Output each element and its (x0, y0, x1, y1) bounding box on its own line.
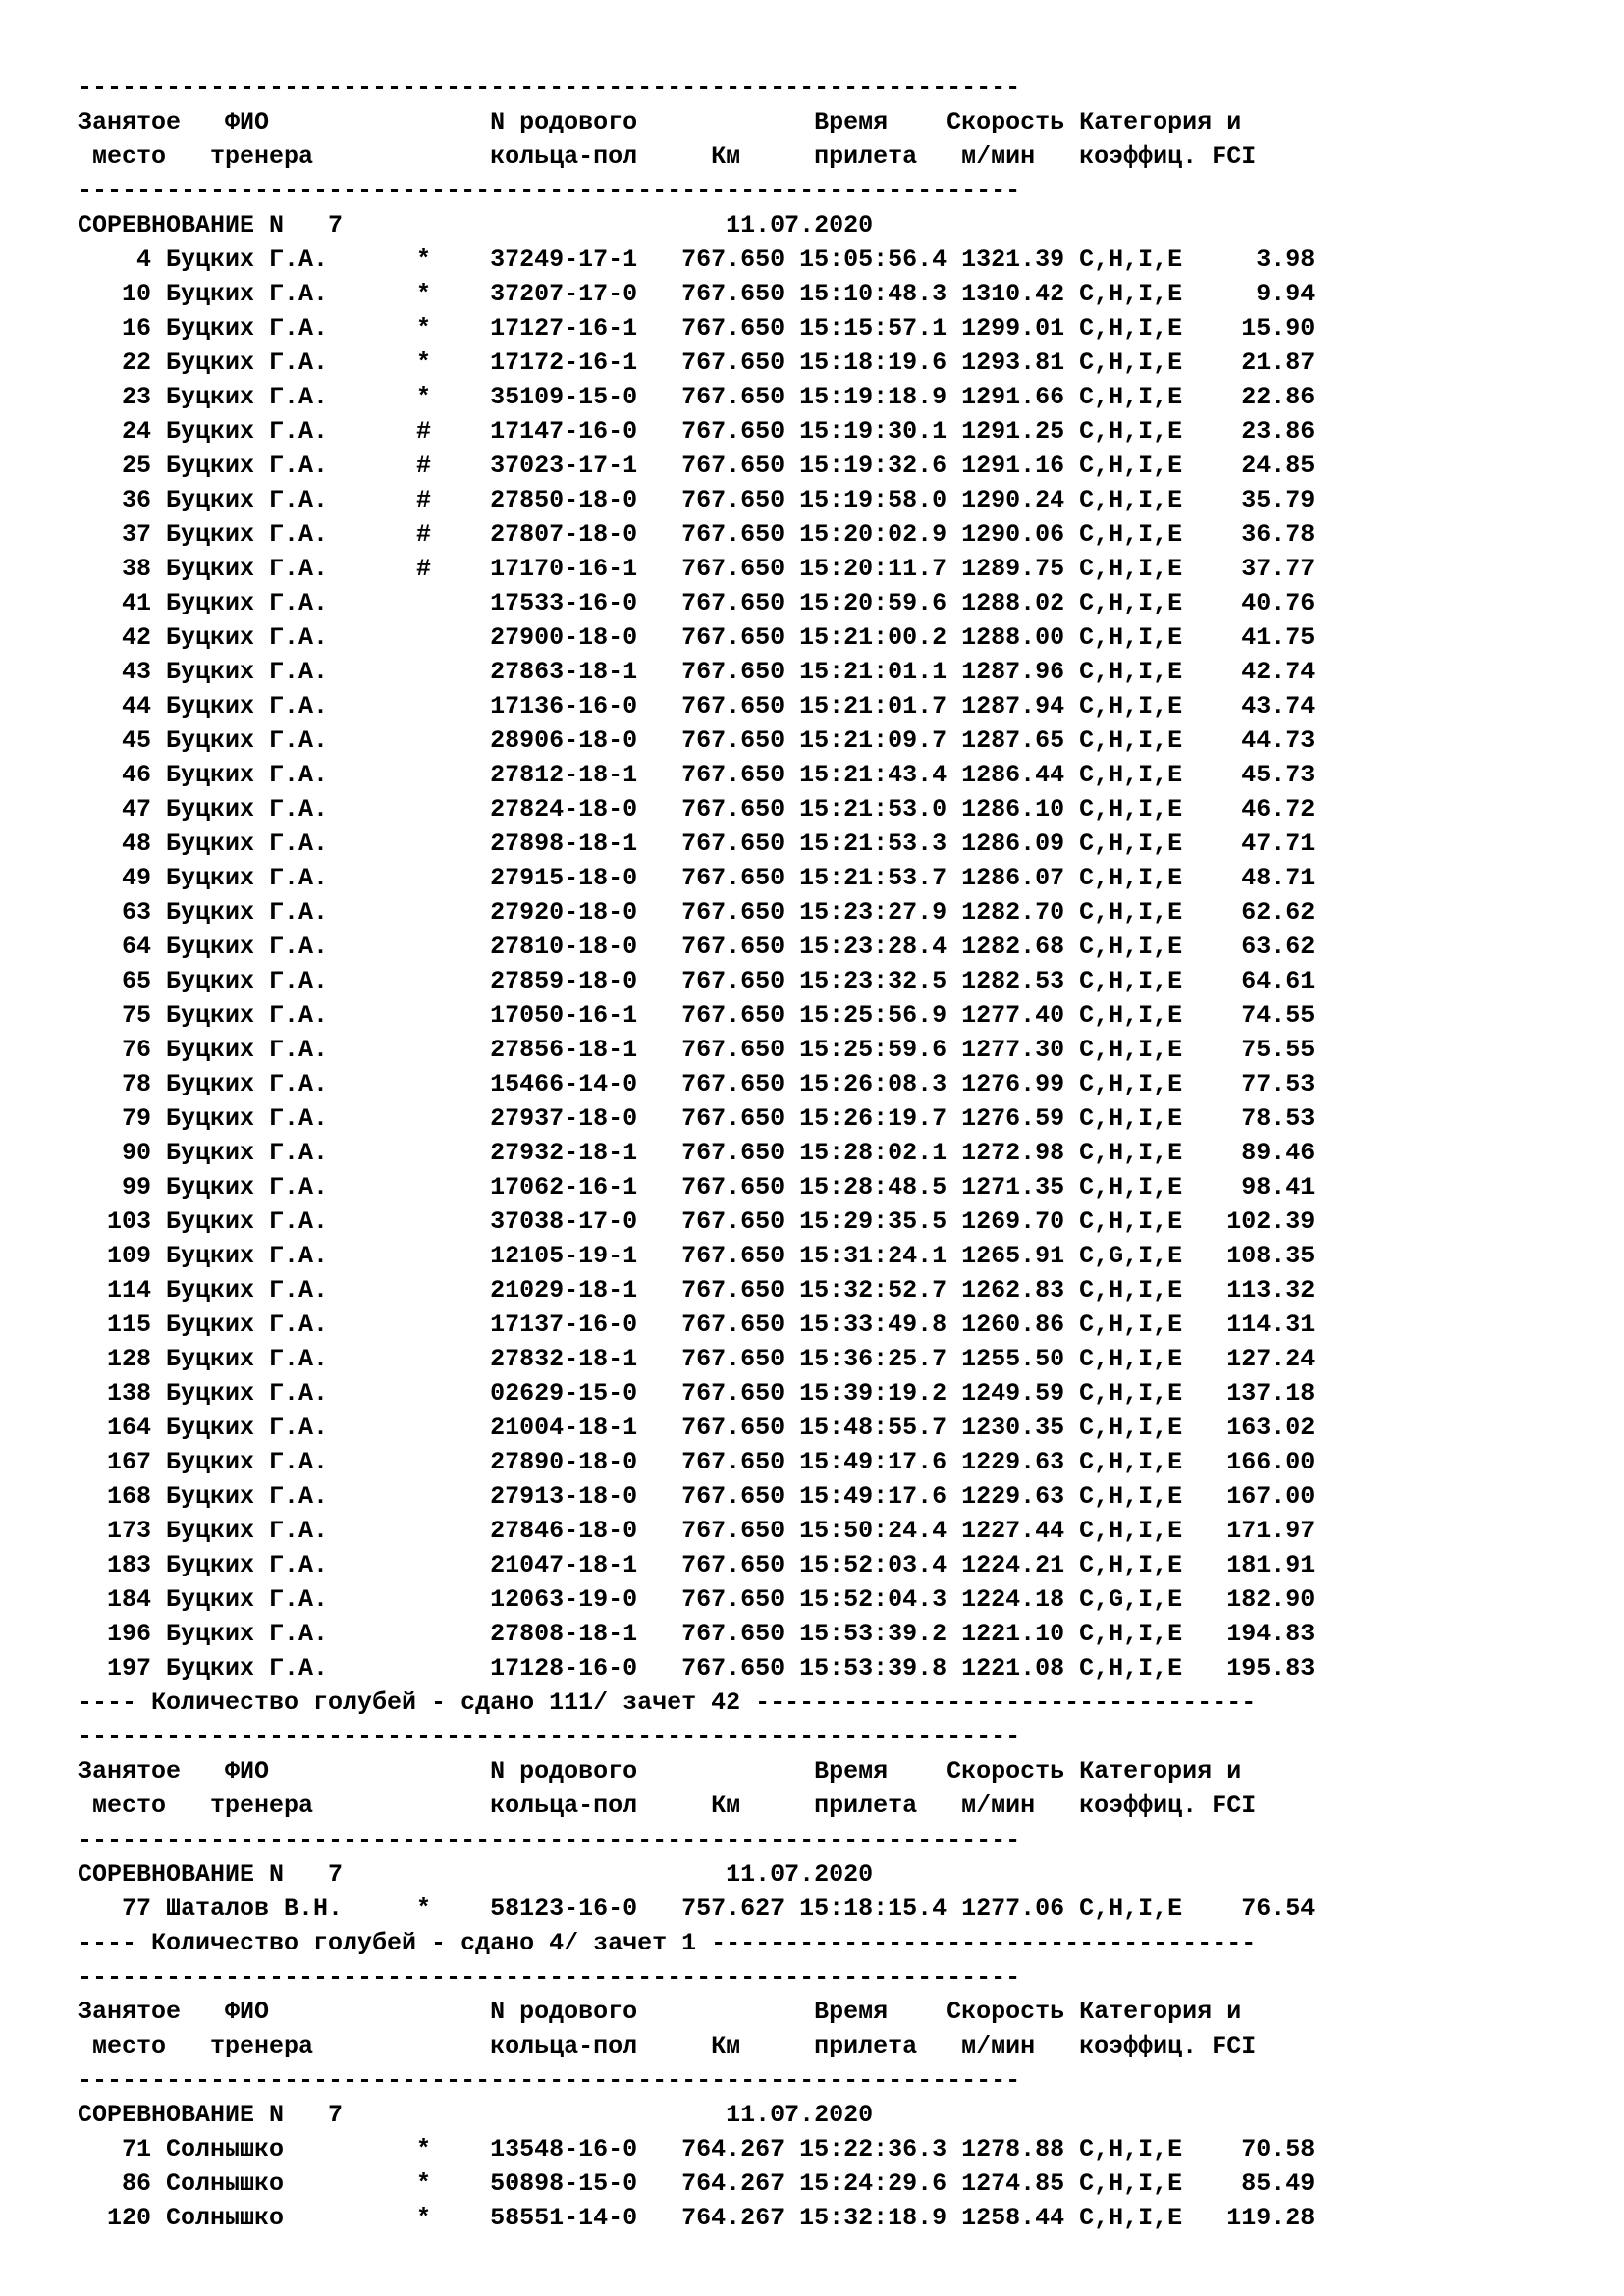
text-line: 164 Буцких Г.А. 21004-18-1 767.650 15:48:55.7 1230.35 C,H,I,E 163.02 (78, 1414, 1316, 1442)
results-document (78, 71, 1315, 2235)
text-line: ---- Количество голубей - сдано 111/ зачет 42 ---------------------------------- (78, 1688, 1257, 1717)
text-line: 42 Буцких Г.А. 27900-18-0 767.650 15:21:00.2 1288.00 C,H,I,E 41.75 (78, 623, 1316, 652)
text-line: 197 Буцких Г.А. 17128-16-0 767.650 15:53:39.8 1221.08 C,H,I,E 195.83 (78, 1654, 1316, 1682)
text-line: 77 Шаталов В.Н. * 58123-16-0 757.627 15:18:15.4 1277.06 C,H,I,E 76.54 (78, 1895, 1316, 1923)
text-line: 45 Буцких Г.А. 28906-18-0 767.650 15:21:09.7 1287.65 C,H,I,E 44.73 (78, 726, 1316, 755)
text-line: СОРЕВНОВАНИЕ N 7 11.07.2020 (78, 2101, 874, 2129)
text-line: 36 Буцких Г.А. # 27850-18-0 767.650 15:19:58.0 1290.24 C,H,I,E 35.79 (78, 486, 1316, 514)
text-line: Занятое ФИО N родового Время Скорость Категория и (78, 108, 1242, 136)
text-line: Занятое ФИО N родового Время Скорость Категория и (78, 1998, 1242, 2026)
text-line: 99 Буцких Г.А. 17062-16-1 767.650 15:28:48.5 1271.35 C,H,I,E 98.41 (78, 1173, 1316, 1201)
text-line: 183 Буцких Г.А. 21047-18-1 767.650 15:52:03.4 1224.21 C,H,I,E 181.91 (78, 1551, 1316, 1579)
text-line: СОРЕВНОВАНИЕ N 7 11.07.2020 (78, 1860, 874, 1889)
text-line: ---------------------------------------------------------------- (78, 74, 1021, 102)
text-line: 90 Буцких Г.А. 27932-18-1 767.650 15:28:02.1 1272.98 C,H,I,E 89.46 (78, 1139, 1316, 1167)
text-line: 47 Буцких Г.А. 27824-18-0 767.650 15:21:53.0 1286.10 C,H,I,E 46.72 (78, 795, 1316, 824)
text-line: место тренера кольца-пол Км прилета м/мин коэффиц. FCI (78, 2032, 1257, 2060)
text-line: ---------------------------------------------------------------- (78, 1723, 1021, 1751)
text-line: 37 Буцких Г.А. # 27807-18-0 767.650 15:20:02.9 1290.06 C,H,I,E 36.78 (78, 520, 1316, 549)
text-line: 49 Буцких Г.А. 27915-18-0 767.650 15:21:53.7 1286.07 C,H,I,E 48.71 (78, 864, 1316, 892)
text-line: 65 Буцких Г.А. 27859-18-0 767.650 15:23:32.5 1282.53 C,H,I,E 64.61 (78, 967, 1316, 995)
text-line: СОРЕВНОВАНИЕ N 7 11.07.2020 (78, 211, 874, 240)
text-line: 128 Буцких Г.А. 27832-18-1 767.650 15:36:25.7 1255.50 C,H,I,E 127.24 (78, 1345, 1316, 1373)
text-line: 48 Буцких Г.А. 27898-18-1 767.650 15:21:53.3 1286.09 C,H,I,E 47.71 (78, 829, 1316, 858)
text-line: 38 Буцких Г.А. # 17170-16-1 767.650 15:20:11.7 1289.75 C,H,I,E 37.77 (78, 555, 1316, 583)
text-line: 86 Солнышко * 50898-15-0 764.267 15:24:29.6 1274.85 C,H,I,E 85.49 (78, 2169, 1316, 2198)
text-line: ---------------------------------------------------------------- (78, 1826, 1021, 1854)
text-line: 71 Солнышко * 13548-16-0 764.267 15:22:36.3 1278.88 C,H,I,E 70.58 (78, 2135, 1316, 2163)
text-line: 46 Буцких Г.А. 27812-18-1 767.650 15:21:43.4 1286.44 C,H,I,E 45.73 (78, 761, 1316, 789)
text-line: ---- Количество голубей - сдано 4/ зачет 1 ------------------------------------- (78, 1929, 1257, 1957)
text-line: 16 Буцких Г.А. * 17127-16-1 767.650 15:15:57.1 1299.01 C,H,I,E 15.90 (78, 314, 1316, 343)
text-line: 168 Буцких Г.А. 27913-18-0 767.650 15:49:17.6 1229.63 C,H,I,E 167.00 (78, 1482, 1316, 1511)
text-line: 79 Буцких Г.А. 27937-18-0 767.650 15:26:19.7 1276.59 C,H,I,E 78.53 (78, 1104, 1316, 1133)
text-line: 23 Буцких Г.А. * 35109-15-0 767.650 15:19:18.9 1291.66 C,H,I,E 22.86 (78, 383, 1316, 411)
text-line: 109 Буцких Г.А. 12105-19-1 767.650 15:31:24.1 1265.91 C,G,I,E 108.35 (78, 1242, 1316, 1270)
text-line: 120 Солнышко * 58551-14-0 764.267 15:32:18.9 1258.44 C,H,I,E 119.28 (78, 2204, 1316, 2232)
text-line: 138 Буцких Г.А. 02629-15-0 767.650 15:39:19.2 1249.59 C,H,I,E 137.18 (78, 1379, 1316, 1408)
text-line: 103 Буцких Г.А. 37038-17-0 767.650 15:29:35.5 1269.70 C,H,I,E 102.39 (78, 1207, 1316, 1236)
text-line: 64 Буцких Г.А. 27810-18-0 767.650 15:23:28.4 1282.68 C,H,I,E 63.62 (78, 933, 1316, 961)
text-line: 184 Буцких Г.А. 12063-19-0 767.650 15:52:04.3 1224.18 C,G,I,E 182.90 (78, 1585, 1316, 1614)
text-line: 115 Буцких Г.А. 17137-16-0 767.650 15:33:49.8 1260.86 C,H,I,E 114.31 (78, 1310, 1316, 1339)
text-line: 44 Буцких Г.А. 17136-16-0 767.650 15:21:01.7 1287.94 C,H,I,E 43.74 (78, 692, 1316, 721)
text-line: место тренера кольца-пол Км прилета м/мин коэффиц. FCI (78, 1791, 1257, 1820)
text-line: 76 Буцких Г.А. 27856-18-1 767.650 15:25:59.6 1277.30 C,H,I,E 75.55 (78, 1036, 1316, 1064)
text-line: 41 Буцких Г.А. 17533-16-0 767.650 15:20:59.6 1288.02 C,H,I,E 40.76 (78, 589, 1316, 617)
text-line: ---------------------------------------------------------------- (78, 1963, 1021, 1992)
text-line: 167 Буцких Г.А. 27890-18-0 767.650 15:49:17.6 1229.63 C,H,I,E 166.00 (78, 1448, 1316, 1476)
text-line: 4 Буцких Г.А. * 37249-17-1 767.650 15:05:56.4 1321.39 C,H,I,E 3.98 (78, 245, 1316, 274)
text-line: Занятое ФИО N родового Время Скорость Категория и (78, 1757, 1242, 1786)
text-line: 22 Буцких Г.А. * 17172-16-1 767.650 15:18:19.6 1293.81 C,H,I,E 21.87 (78, 348, 1316, 377)
text-line: 25 Буцких Г.А. # 37023-17-1 767.650 15:19:32.6 1291.16 C,H,I,E 24.85 (78, 452, 1316, 480)
text-line: ---------------------------------------------------------------- (78, 177, 1021, 205)
text-line: 43 Буцких Г.А. 27863-18-1 767.650 15:21:01.1 1287.96 C,H,I,E 42.74 (78, 658, 1316, 686)
text-line: 63 Буцких Г.А. 27920-18-0 767.650 15:23:27.9 1282.70 C,H,I,E 62.62 (78, 898, 1316, 927)
text-line: 173 Буцких Г.А. 27846-18-0 767.650 15:50:24.4 1227.44 C,H,I,E 171.97 (78, 1517, 1316, 1545)
text-line: 114 Буцких Г.А. 21029-18-1 767.650 15:32:52.7 1262.83 C,H,I,E 113.32 (78, 1276, 1316, 1305)
text-line: 196 Буцких Г.А. 27808-18-1 767.650 15:53:39.2 1221.10 C,H,I,E 194.83 (78, 1620, 1316, 1648)
text-line: 10 Буцких Г.А. * 37207-17-0 767.650 15:10:48.3 1310.42 C,H,I,E 9.94 (78, 280, 1316, 308)
text-line: 75 Буцких Г.А. 17050-16-1 767.650 15:25:56.9 1277.40 C,H,I,E 74.55 (78, 1001, 1316, 1030)
text-line: ---------------------------------------------------------------- (78, 2066, 1021, 2095)
text-line: 78 Буцких Г.А. 15466-14-0 767.650 15:26:08.3 1276.99 C,H,I,E 77.53 (78, 1070, 1316, 1098)
text-line: 24 Буцких Г.А. # 17147-16-0 767.650 15:19:30.1 1291.25 C,H,I,E 23.86 (78, 417, 1316, 446)
text-line: место тренера кольца-пол Км прилета м/мин коэффиц. FCI (78, 142, 1257, 171)
